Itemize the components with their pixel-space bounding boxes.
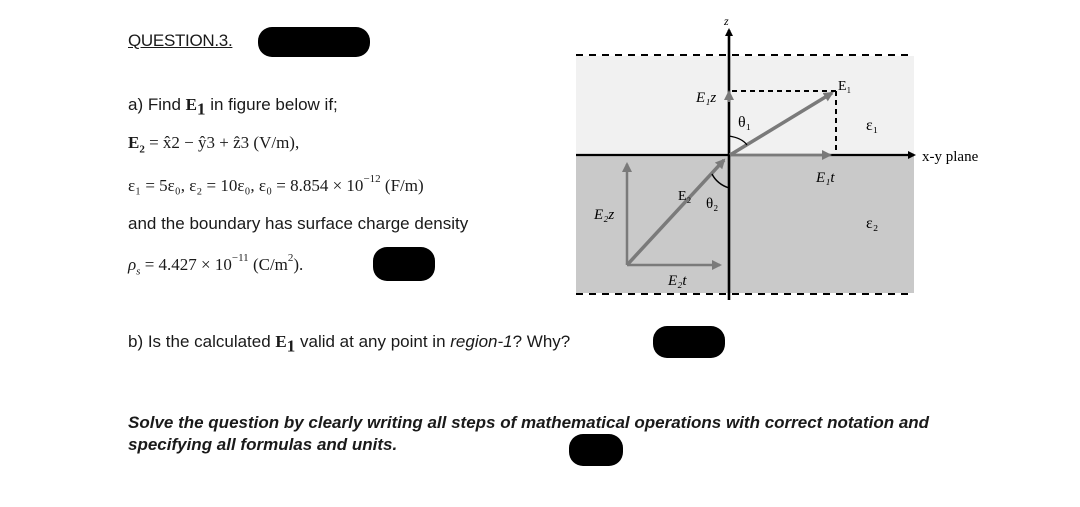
e1-label: E₁ (838, 79, 852, 94)
part-a-prompt: a) Find $E_1$ in figure below if; (128, 95, 338, 119)
e1-symbol: E (185, 95, 197, 114)
redaction-mark (373, 247, 435, 281)
part-b-prompt: b) Is the calculated $E_1$ valid at any point in region-1? Why? (128, 332, 571, 356)
z-axis-label: z (724, 14, 729, 28)
redaction-mark (258, 27, 370, 57)
theta1-label: θ₁ (738, 114, 752, 131)
permittivity-line: ε₁ = 5ε₀, ε₂ = 10ε₀, $\varepsilon_0 = 8.854 \times 10^{-12}$ (F/m) (128, 173, 424, 195)
e2z-label: E₂z (594, 207, 615, 223)
epsilon1-label: ε₁ (866, 117, 879, 134)
xy-plane-label: x-y plane (922, 149, 979, 165)
epsilon2-label: ε₂ (866, 215, 879, 232)
boundary-line: and the boundary has surface charge density (128, 214, 469, 233)
boundary-figure (570, 12, 1000, 312)
e1z-label: E₁z (696, 90, 717, 106)
instructions-text: Solve the question by clearly writing all steps of mathematical operations with correct notation and specifying all formulas and units. (128, 413, 930, 454)
surface-charge-line: $\rho_s = 4.427 \times 10^{-11}$ $(C/m^2)$. (128, 252, 304, 278)
question-title: QUESTION.3. (128, 31, 233, 50)
e1t-label: E₁t (816, 170, 835, 186)
e2t-label: E₂t (668, 273, 687, 289)
redaction-mark (653, 326, 725, 358)
redaction-mark (569, 434, 623, 466)
e2-label: E₂ (678, 189, 692, 204)
region-1 (576, 56, 914, 155)
e2-definition: $E_2$ = x̂2 − ŷ3 + ẑ3 (V/m), (128, 133, 300, 156)
theta2-label: θ₂ (706, 196, 719, 212)
